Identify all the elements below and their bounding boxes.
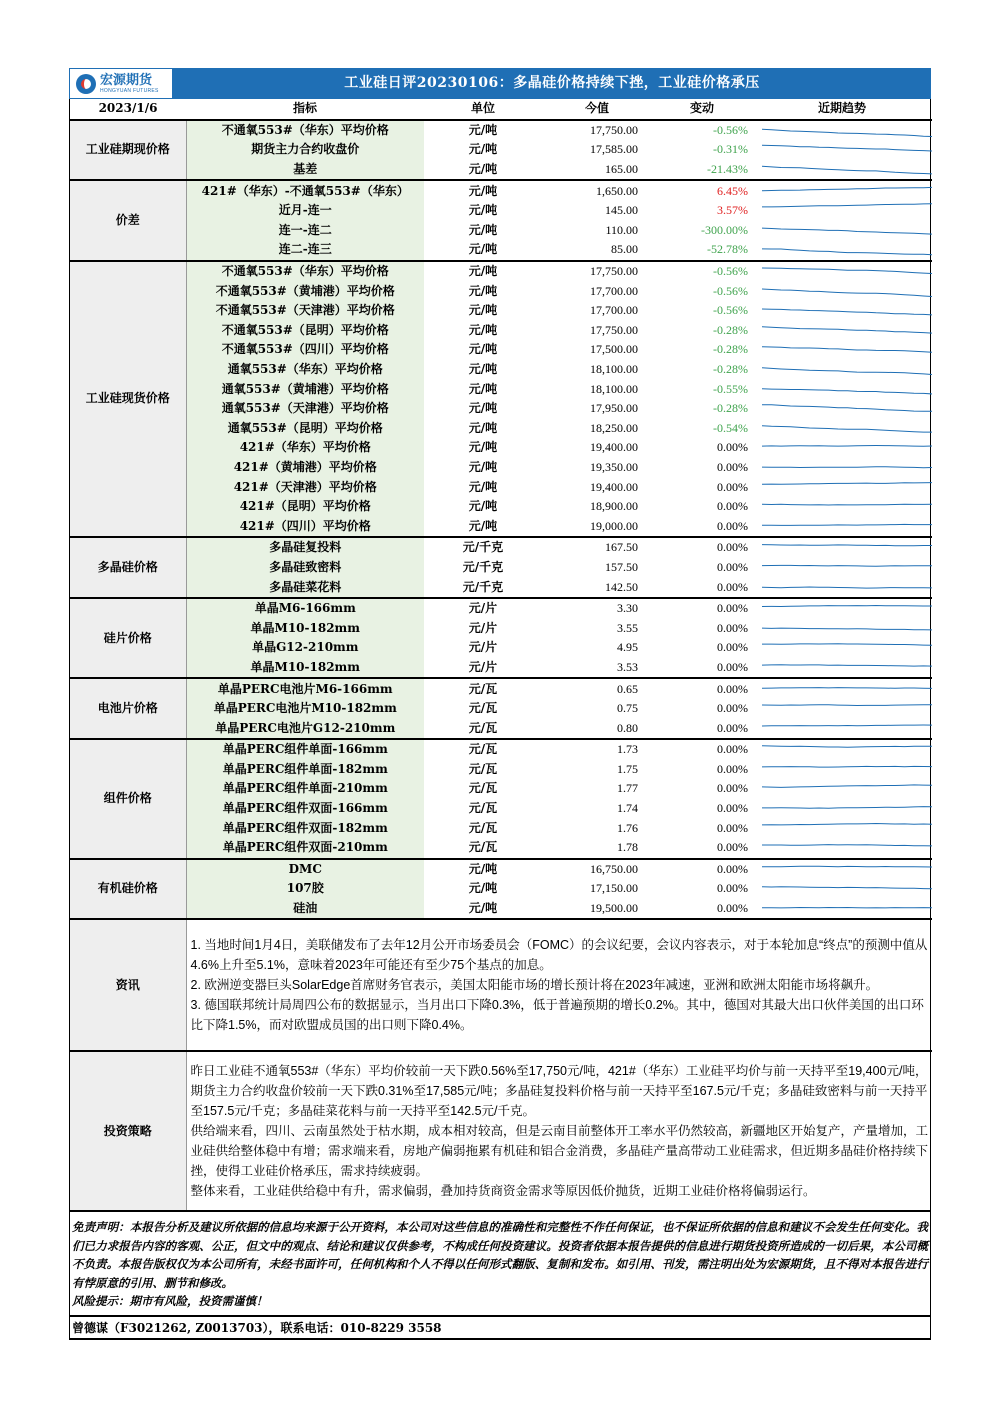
unit-cell: 元/吨 bbox=[468, 322, 498, 337]
trend-sparkline bbox=[752, 438, 932, 458]
table-row bbox=[70, 838, 932, 859]
table-row bbox=[70, 281, 932, 301]
indicator-name: 单晶PERC组件双面-182mm bbox=[186, 818, 424, 838]
trend-sparkline bbox=[752, 281, 932, 301]
report-header bbox=[69, 68, 931, 99]
unit-cell: 元/吨 bbox=[468, 881, 498, 896]
change-header: 变动 bbox=[652, 99, 752, 120]
table-row bbox=[70, 799, 932, 819]
change-cell: -0.28% bbox=[713, 342, 748, 357]
change-cell: -52.78% bbox=[707, 242, 748, 257]
news-paragraphs bbox=[191, 935, 929, 1035]
trend-sparkline bbox=[752, 879, 932, 899]
trend-sparkline bbox=[752, 458, 932, 478]
value-cell: 19,350.00 bbox=[590, 459, 638, 474]
indicator-name: 单晶PERC组件单面-166mm bbox=[186, 739, 424, 760]
change-cell: 0.00% bbox=[717, 640, 748, 655]
unit-header: 单位 bbox=[424, 99, 542, 120]
change-cell: 0.00% bbox=[717, 620, 748, 635]
paragraph: 供给端来看，四川、云南虽然处于枯水期，成本相对较高，但是云南目前整体开工率水平仍然较高，新疆地区开始复产，产量增加，工业硅供给整体稳中有增；需求端来看，房地产偏弱拖累有机硅和铝合金消费，多晶硅产量高带动工业硅需求，但近期多晶硅价格持续下挫，使得工业硅价格承压，需求持续疲弱。 bbox=[190, 1124, 929, 1179]
trend-sparkline bbox=[752, 577, 932, 598]
indicator-name: 421#（四川）平均价格 bbox=[186, 516, 424, 537]
trend-sparkline bbox=[752, 838, 932, 859]
unit-cell: 元/吨 bbox=[424, 261, 542, 282]
table-row bbox=[70, 537, 932, 558]
table-row bbox=[70, 379, 932, 399]
trend-sparkline bbox=[752, 399, 932, 419]
unit-cell: 元/片 bbox=[424, 598, 542, 619]
table-row bbox=[70, 301, 932, 321]
table-row bbox=[70, 678, 932, 699]
unit-cell: 元/吨 bbox=[468, 283, 498, 298]
unit-cell: 元/吨 bbox=[468, 362, 498, 377]
paragraph: 整体来看，工业硅供给稳中有升，需求偏弱，叠加持货商资金需求等原因低价抛货，近期工业硅价格将偏弱运行。 bbox=[190, 1184, 816, 1199]
value-cell: 17,950.00 bbox=[590, 401, 638, 416]
table-row bbox=[70, 458, 932, 478]
unit-cell: 元/瓦 bbox=[468, 781, 498, 796]
change-cell: 3.57% bbox=[717, 203, 748, 218]
unit-cell: 元/千克 bbox=[424, 537, 542, 558]
trend-sparkline bbox=[752, 699, 932, 719]
company-logo bbox=[69, 68, 173, 99]
category-label: 多晶硅价格 bbox=[70, 537, 186, 598]
trend-sparkline bbox=[752, 799, 932, 819]
indicator-header: 指标 bbox=[186, 99, 424, 120]
table-row bbox=[70, 497, 932, 517]
value-cell: 17,750.00 bbox=[590, 322, 638, 337]
trend-sparkline bbox=[752, 301, 932, 321]
unit-cell: 元/吨 bbox=[468, 303, 498, 318]
change-cell: 0.00% bbox=[652, 678, 752, 699]
indicator-name: 107胶 bbox=[186, 879, 424, 899]
unit-cell: 元/片 bbox=[468, 659, 498, 674]
indicator-name: 单晶PERC电池片M6-166mm bbox=[186, 678, 424, 699]
unit-cell: 元/吨 bbox=[468, 242, 498, 257]
trend-sparkline bbox=[752, 739, 932, 760]
value-cell: 17,750.00 bbox=[542, 120, 652, 141]
trend-sparkline bbox=[752, 779, 932, 799]
strategy-text bbox=[186, 1051, 932, 1210]
value-cell: 3.55 bbox=[617, 620, 638, 635]
indicator-name: 不通氧553#（华东）平均价格 bbox=[186, 261, 424, 282]
value-cell: 157.50 bbox=[605, 559, 638, 574]
logo-name: 宏源期货 bbox=[100, 72, 153, 88]
unit-cell: 元/吨 bbox=[468, 381, 498, 396]
paragraph: 3. 德国联邦统计局周四公布的数据显示，当月出口下降0.3%，低于普遍预期的增长0.2%。其中，德国对其最大出口伙伴美国的出口环比下降1.5%，而对欧盟成员国的出口则下降0.4%。 bbox=[190, 998, 924, 1033]
category-label: 电池片价格 bbox=[70, 678, 186, 739]
table-row bbox=[70, 658, 932, 679]
unit-cell: 元/吨 bbox=[468, 420, 498, 435]
change-cell: 0.00% bbox=[717, 459, 748, 474]
indicator-name: 单晶PERC电池片M10-182mm bbox=[186, 699, 424, 719]
value-cell: 3.53 bbox=[617, 659, 638, 674]
category-label: 工业硅现货价格 bbox=[70, 261, 186, 537]
value-cell: 0.80 bbox=[617, 720, 638, 735]
value-cell: 17,700.00 bbox=[590, 283, 638, 298]
change-cell: 0.00% bbox=[717, 701, 748, 716]
unit-cell: 元/吨 bbox=[468, 162, 498, 177]
change-cell: 0.00% bbox=[717, 518, 748, 533]
trend-sparkline bbox=[752, 180, 932, 201]
change-cell: 0.00% bbox=[717, 840, 748, 855]
change-cell: -21.43% bbox=[707, 162, 748, 177]
unit-cell: 元/吨 bbox=[468, 901, 498, 916]
indicator-name: 421#（天津港）平均价格 bbox=[186, 477, 424, 497]
trend-sparkline bbox=[752, 379, 932, 399]
table-row bbox=[70, 818, 932, 838]
change-cell: 0.00% bbox=[717, 479, 748, 494]
trend-sparkline bbox=[752, 516, 932, 537]
unit-cell: 元/瓦 bbox=[468, 761, 498, 776]
unit-cell: 元/千克 bbox=[462, 579, 504, 594]
trend-sparkline bbox=[752, 419, 932, 439]
indicator-name: 多晶硅复投料 bbox=[186, 537, 424, 558]
unit-cell: 元/吨 bbox=[468, 479, 498, 494]
value-cell: 17,500.00 bbox=[590, 342, 638, 357]
change-cell: 0.00% bbox=[717, 499, 748, 514]
indicator-name: 近月-连一 bbox=[186, 201, 424, 221]
table-row bbox=[70, 221, 932, 241]
table-row bbox=[70, 879, 932, 899]
unit-cell: 元/吨 bbox=[424, 120, 542, 141]
indicator-name: 通氧553#（天津港）平均价格 bbox=[186, 399, 424, 419]
value-cell: 17,585.00 bbox=[590, 142, 638, 157]
trend-sparkline bbox=[752, 859, 932, 880]
indicator-name: 通氧553#（黄埔港）平均价格 bbox=[186, 379, 424, 399]
value-cell: 142.50 bbox=[605, 579, 638, 594]
table-row bbox=[70, 261, 932, 282]
indicator-name: 单晶PERC组件双面-166mm bbox=[186, 799, 424, 819]
table-row bbox=[70, 240, 932, 261]
date-header: 2023/1/6 bbox=[70, 99, 186, 120]
trend-sparkline bbox=[752, 160, 932, 181]
value-cell: 18,100.00 bbox=[590, 362, 638, 377]
change-cell: -0.28% bbox=[713, 401, 748, 416]
contact-line: 曾德谋（F3021262, Z0013703），联系电话：010-8229 3558 bbox=[70, 1315, 930, 1340]
indicator-name: 连一-连二 bbox=[186, 221, 424, 241]
value-cell: 16,750.00 bbox=[542, 859, 652, 880]
value-cell: 0.75 bbox=[617, 701, 638, 716]
table-row bbox=[70, 699, 932, 719]
unit-cell: 元/瓦 bbox=[424, 678, 542, 699]
trend-sparkline bbox=[752, 558, 932, 578]
indicator-name: 单晶G12-210mm bbox=[186, 638, 424, 658]
value-cell: 1.75 bbox=[617, 761, 638, 776]
risk-warning: 风险提示：期市有风险，投资需谨慎！ bbox=[72, 1294, 268, 1309]
trend-sparkline bbox=[752, 818, 932, 838]
report-title: 工业硅日评20230106：多晶硅价格持续下挫，工业硅价格承压 bbox=[344, 75, 760, 91]
unit-cell: 元/吨 bbox=[468, 499, 498, 514]
indicator-name: 通氧553#（昆明）平均价格 bbox=[186, 419, 424, 439]
trend-sparkline bbox=[752, 618, 932, 638]
unit-cell: 元/片 bbox=[468, 620, 498, 635]
value-cell: 19,400.00 bbox=[590, 440, 638, 455]
indicator-name: 不通氧553#（天津港）平均价格 bbox=[186, 301, 424, 321]
unit-cell: 元/吨 bbox=[424, 859, 542, 880]
change-cell: -0.56% bbox=[652, 120, 752, 141]
indicator-name: 多晶硅致密料 bbox=[186, 558, 424, 578]
trend-sparkline bbox=[752, 360, 932, 380]
value-cell: 1.77 bbox=[617, 781, 638, 796]
indicator-name: 421#（华东）平均价格 bbox=[186, 438, 424, 458]
table-row bbox=[70, 638, 932, 658]
trend-sparkline bbox=[752, 240, 932, 261]
strategy-paragraphs bbox=[191, 1061, 929, 1201]
change-cell: 0.00% bbox=[717, 659, 748, 674]
trend-sparkline bbox=[752, 497, 932, 517]
value-cell: 0.65 bbox=[542, 678, 652, 699]
indicator-name: 通氧553#（华东）平均价格 bbox=[186, 360, 424, 380]
value-cell: 3.30 bbox=[542, 598, 652, 619]
table-row bbox=[70, 399, 932, 419]
category-label: 硅片价格 bbox=[70, 598, 186, 678]
change-cell: 0.00% bbox=[717, 881, 748, 896]
value-cell: 17,700.00 bbox=[590, 303, 638, 318]
change-cell: 0.00% bbox=[717, 761, 748, 776]
change-cell: 0.00% bbox=[652, 598, 752, 619]
table-row bbox=[70, 160, 932, 181]
logo-english: HONGYUAN FUTURES bbox=[100, 87, 159, 94]
table-row bbox=[70, 718, 932, 739]
unit-cell: 元/瓦 bbox=[468, 840, 498, 855]
table-row bbox=[70, 321, 932, 341]
change-cell: 0.00% bbox=[717, 901, 748, 916]
unit-cell: 元/瓦 bbox=[468, 820, 498, 835]
trend-sparkline bbox=[752, 899, 932, 920]
indicator-name: 不通氧553#（华东）平均价格 bbox=[186, 120, 424, 141]
change-cell: 0.00% bbox=[717, 720, 748, 735]
table-body bbox=[70, 120, 932, 920]
trend-sparkline bbox=[752, 120, 932, 141]
indicator-name: 单晶M10-182mm bbox=[186, 658, 424, 679]
table-row bbox=[70, 760, 932, 780]
disclaimer-block bbox=[70, 1210, 930, 1315]
indicator-name: 不通氧553#（四川）平均价格 bbox=[186, 340, 424, 360]
value-cell: 1.76 bbox=[617, 820, 638, 835]
change-cell: 0.00% bbox=[717, 820, 748, 835]
news-section bbox=[70, 919, 932, 1051]
unit-cell: 元/吨 bbox=[468, 222, 498, 237]
news-text bbox=[186, 919, 932, 1051]
trend-sparkline bbox=[752, 340, 932, 360]
change-cell: 0.00% bbox=[717, 559, 748, 574]
price-table bbox=[70, 99, 932, 1210]
table-row bbox=[70, 120, 932, 141]
change-cell: -0.54% bbox=[713, 420, 748, 435]
value-cell: 1,650.00 bbox=[542, 180, 652, 201]
table-row bbox=[70, 558, 932, 578]
trend-sparkline bbox=[752, 201, 932, 221]
indicator-name: 单晶PERC电池片G12-210mm bbox=[186, 718, 424, 739]
indicator-name: 期货主力合约收盘价 bbox=[186, 140, 424, 160]
change-cell: 0.00% bbox=[652, 537, 752, 558]
unit-cell: 元/吨 bbox=[468, 459, 498, 474]
value-cell: 110.00 bbox=[605, 222, 638, 237]
indicator-name: 单晶PERC组件单面-210mm bbox=[186, 779, 424, 799]
report-body bbox=[69, 99, 931, 1340]
table-row bbox=[70, 779, 932, 799]
value-cell: 1.78 bbox=[617, 840, 638, 855]
change-cell: -0.56% bbox=[652, 261, 752, 282]
change-cell: 0.00% bbox=[717, 781, 748, 796]
indicator-name: 基差 bbox=[186, 160, 424, 181]
trend-header: 近期趋势 bbox=[752, 99, 932, 120]
indicator-name: 单晶PERC组件单面-182mm bbox=[186, 760, 424, 780]
value-cell: 4.95 bbox=[617, 640, 638, 655]
table-row bbox=[70, 438, 932, 458]
trend-sparkline bbox=[752, 598, 932, 619]
value-cell: 19,000.00 bbox=[590, 518, 638, 533]
table-row bbox=[70, 140, 932, 160]
trend-sparkline bbox=[752, 140, 932, 160]
disclaimer-text: 免责声明：本报告分析及建议所依据的信息均来源于公开资料，本公司对这些信息的准确性和完整性不作任何保证，也不保证所依据的信息和建议不会发生任何变化。我们已力求报告内容的客观、公正，但文中的观点、结论和建议仅供参考，不构成任何投资建议。投资者依据本报告提供的信息进行期货投资所造成的一切后果，本公司概不负责。本报告版权仅为本公司所有，未经书面许可，任何机构和个人不得以任何形式翻版、复制和发布。如引用、刊发，需注明出处为宏源期货，且不得对本报告进行有悖原意的引用、删节和修改。 bbox=[72, 1220, 928, 1290]
table-row bbox=[70, 201, 932, 221]
value-cell: 85.00 bbox=[611, 242, 638, 257]
indicator-name: 不通氧553#（昆明）平均价格 bbox=[186, 321, 424, 341]
paragraph: 2. 欧洲逆变器巨头SolarEdge首席财务官表示，美国太阳能市场的增长预计将在2023年减速，亚洲和欧洲太阳能市场将飙升。 bbox=[190, 978, 879, 993]
change-cell: -0.28% bbox=[713, 362, 748, 377]
indicator-name: 硅油 bbox=[186, 899, 424, 920]
indicator-name: 单晶M10-182mm bbox=[186, 618, 424, 638]
table-row bbox=[70, 516, 932, 537]
change-cell: 0.00% bbox=[652, 859, 752, 880]
category-label: 工业硅期现价格 bbox=[70, 120, 186, 181]
indicator-name: 421#（黄埔港）平均价格 bbox=[186, 458, 424, 478]
unit-cell: 元/吨 bbox=[468, 518, 498, 533]
trend-sparkline bbox=[752, 477, 932, 497]
strategy-section bbox=[70, 1051, 932, 1210]
change-cell: -0.28% bbox=[713, 322, 748, 337]
indicator-name: 多晶硅菜花料 bbox=[186, 577, 424, 598]
value-cell: 167.50 bbox=[542, 537, 652, 558]
table-row bbox=[70, 477, 932, 497]
table-row bbox=[70, 618, 932, 638]
table-row bbox=[70, 419, 932, 439]
unit-cell: 元/吨 bbox=[468, 342, 498, 357]
unit-cell: 元/吨 bbox=[468, 142, 498, 157]
unit-cell: 元/吨 bbox=[468, 401, 498, 416]
value-cell: 1.73 bbox=[542, 739, 652, 760]
change-cell: 0.00% bbox=[717, 440, 748, 455]
category-label: 价差 bbox=[70, 180, 186, 260]
change-cell: 0.00% bbox=[717, 801, 748, 816]
change-cell: 0.00% bbox=[652, 739, 752, 760]
value-cell: 18,250.00 bbox=[590, 420, 638, 435]
value-cell: 19,400.00 bbox=[590, 479, 638, 494]
value-header: 今值 bbox=[542, 99, 652, 120]
change-cell: 0.00% bbox=[717, 579, 748, 594]
category-label: 组件价格 bbox=[70, 739, 186, 859]
unit-cell: 元/瓦 bbox=[424, 739, 542, 760]
change-cell: -0.56% bbox=[713, 303, 748, 318]
trend-sparkline bbox=[752, 221, 932, 241]
unit-cell: 元/吨 bbox=[468, 203, 498, 218]
indicator-name: 421#（华东）-不通氧553#（华东） bbox=[186, 180, 424, 201]
trend-sparkline bbox=[752, 760, 932, 780]
trend-sparkline bbox=[752, 658, 932, 679]
unit-cell: 元/瓦 bbox=[468, 720, 498, 735]
unit-cell: 元/瓦 bbox=[468, 801, 498, 816]
table-row bbox=[70, 598, 932, 619]
trend-sparkline bbox=[752, 678, 932, 699]
strategy-label: 投资策略 bbox=[70, 1051, 186, 1210]
paragraph: 1. 当地时间1月4日，美联储发布了去年12月公开市场委员会（FOMC）的会议纪要，会议内容表示，对于本轮加息“终点”的预测中值从4.6%上升至5.1%，意味着2023年可能还有至少75个基点的加息。 bbox=[190, 938, 928, 973]
table-row bbox=[70, 739, 932, 760]
value-cell: 18,900.00 bbox=[590, 499, 638, 514]
value-cell: 17,750.00 bbox=[542, 261, 652, 282]
change-cell: -300.00% bbox=[701, 222, 748, 237]
table-row bbox=[70, 340, 932, 360]
value-cell: 165.00 bbox=[605, 162, 638, 177]
change-cell: -0.55% bbox=[713, 381, 748, 396]
value-cell: 18,100.00 bbox=[590, 381, 638, 396]
indicator-name: 连二-连三 bbox=[186, 240, 424, 261]
unit-cell: 元/千克 bbox=[462, 559, 504, 574]
change-cell: -0.56% bbox=[713, 283, 748, 298]
indicator-name: 421#（昆明）平均价格 bbox=[186, 497, 424, 517]
category-label: 有机硅价格 bbox=[70, 859, 186, 920]
news-label: 资讯 bbox=[70, 919, 186, 1051]
indicator-name: 单晶M6-166mm bbox=[186, 598, 424, 619]
table-header-row bbox=[70, 99, 932, 120]
indicator-name: 不通氧553#（黄埔港）平均价格 bbox=[186, 281, 424, 301]
value-cell: 19,500.00 bbox=[590, 901, 638, 916]
table-row bbox=[70, 577, 932, 598]
value-cell: 1.74 bbox=[617, 801, 638, 816]
paragraph: 昨日工业硅不通氧553#（华东）平均价较前一天下跌0.56%至17,750元/吨，421#（华东）工业硅平均价与前一天持平至19,400元/吨，期货主力合约收盘价较前一天下跌0.31%至17,585元/吨；多晶硅复投料价格与前一天持平至167.5元/千克；多晶硅致密料与前一天持平至157.5元/千克；多晶硅菜花料与前一天持平至142.5元/千克。 bbox=[190, 1064, 928, 1119]
unit-cell: 元/吨 bbox=[468, 440, 498, 455]
indicator-name: 单晶PERC组件双面-210mm bbox=[186, 838, 424, 859]
table-row bbox=[70, 899, 932, 920]
trend-sparkline bbox=[752, 638, 932, 658]
table-row bbox=[70, 859, 932, 880]
table-row bbox=[70, 360, 932, 380]
logo-icon bbox=[76, 74, 96, 94]
indicator-name: DMC bbox=[186, 859, 424, 880]
unit-cell: 元/瓦 bbox=[468, 701, 498, 716]
table-row bbox=[70, 180, 932, 201]
change-cell: 6.45% bbox=[652, 180, 752, 201]
value-cell: 17,150.00 bbox=[590, 881, 638, 896]
trend-sparkline bbox=[752, 321, 932, 341]
value-cell: 145.00 bbox=[605, 203, 638, 218]
trend-sparkline bbox=[752, 537, 932, 558]
change-cell: -0.31% bbox=[713, 142, 748, 157]
unit-cell: 元/片 bbox=[468, 640, 498, 655]
unit-cell: 元/吨 bbox=[424, 180, 542, 201]
trend-sparkline bbox=[752, 718, 932, 739]
trend-sparkline bbox=[752, 261, 932, 282]
